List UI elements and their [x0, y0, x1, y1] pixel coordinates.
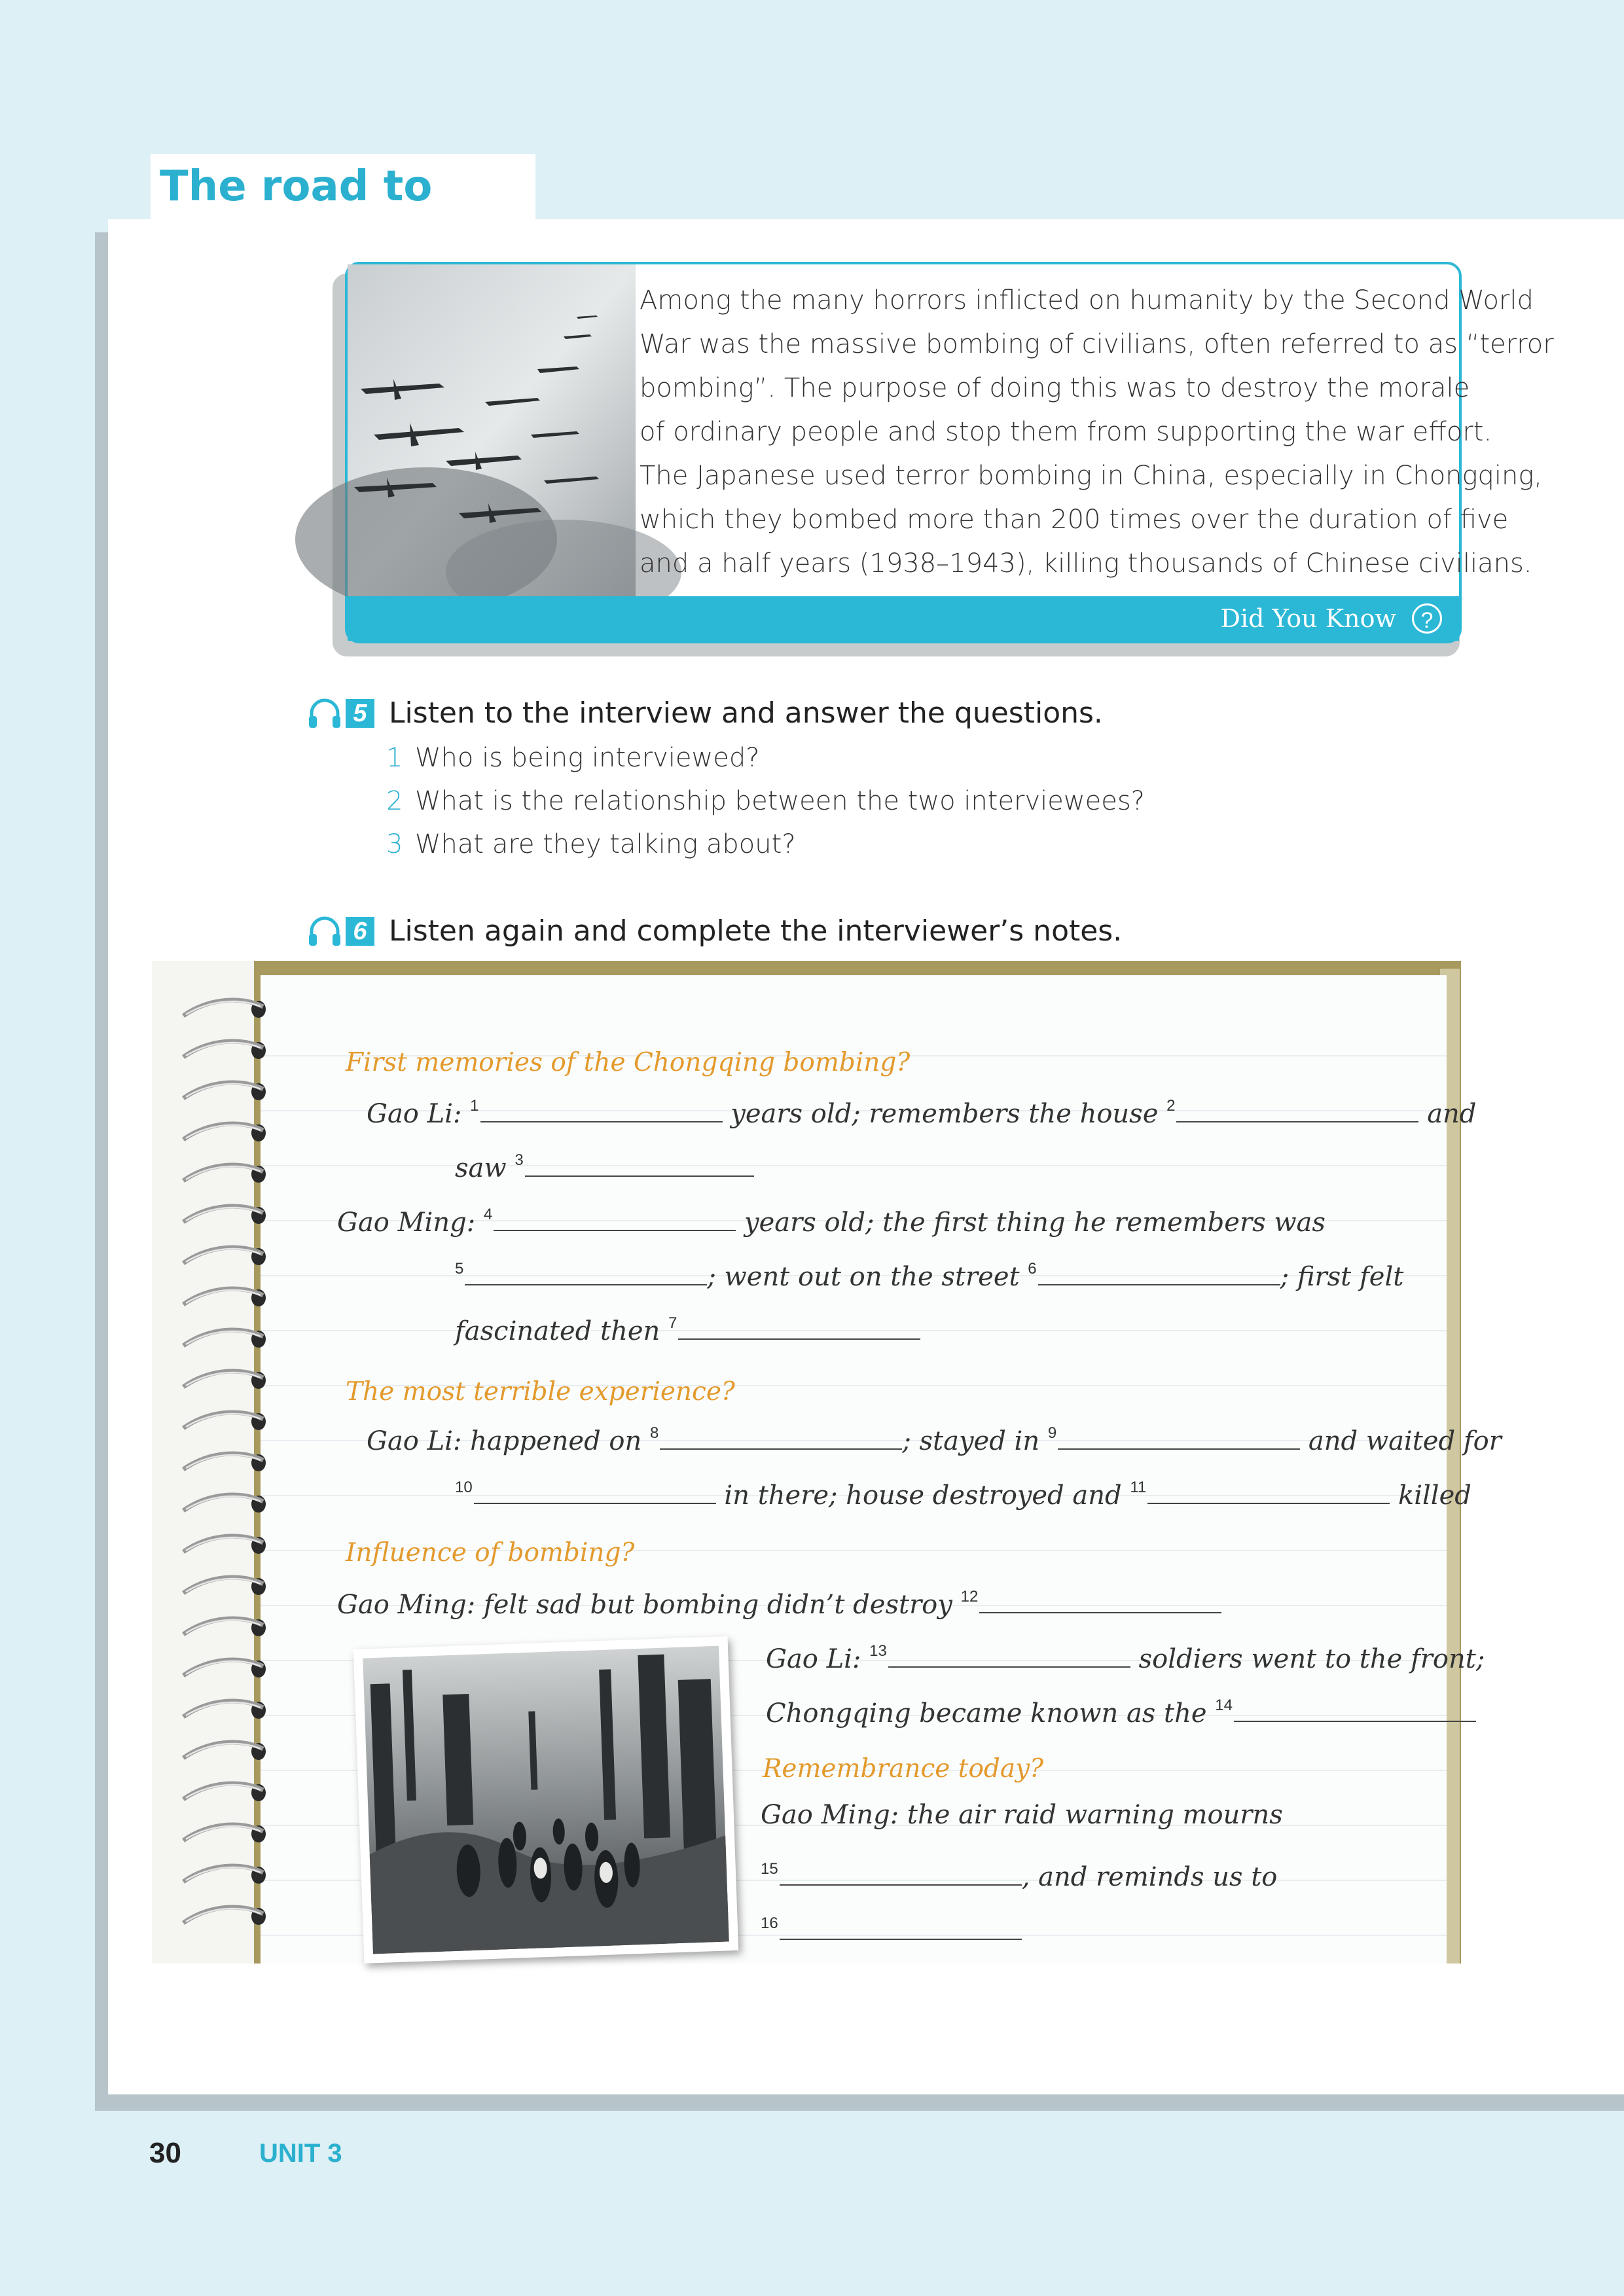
- spiral-coil: [183, 1495, 266, 1513]
- blank-14[interactable]: [1234, 1701, 1476, 1722]
- dyk-line: Among the many horrors inflicted on humanity by the Second World: [640, 285, 1534, 315]
- blank-6[interactable]: [1038, 1265, 1280, 1285]
- dyk-line: bombing”. The purpose of doing this was to destroy the morale: [640, 373, 1470, 403]
- dyk-line: and a half years (1938–1943), killing thousands of Chinese civilians.: [640, 548, 1532, 579]
- blank-10[interactable]: [474, 1483, 716, 1504]
- blank-8[interactable]: [660, 1429, 902, 1450]
- spiral-coil: [183, 1083, 266, 1100]
- page-number: 30: [149, 2137, 181, 2169]
- spiral-coil: [183, 1330, 266, 1348]
- headphones-icon[interactable]: [306, 912, 343, 948]
- headphones-icon[interactable]: [306, 694, 343, 730]
- note-line: Gao Li: $^{13}$ soldiers went to the front;: [766, 1642, 1485, 1674]
- blank-11[interactable]: [1147, 1483, 1390, 1504]
- question-circle-icon: ?: [1412, 603, 1442, 634]
- blank-1[interactable]: [480, 1102, 723, 1122]
- dyk-line: which they bombed more than 200 times over the duration of five: [640, 505, 1509, 535]
- spiral-coil: [183, 1536, 266, 1554]
- note-line: saw $^3$: [455, 1142, 754, 1187]
- dyk-line: The Japanese used terror bombing in China, especially in Chongqing,: [640, 461, 1543, 491]
- note-line: 16: [761, 1905, 1022, 1950]
- spiral-coil: [183, 1660, 266, 1677]
- bombed-street-photo: [353, 1636, 738, 1964]
- unit-label: UNIT 3: [259, 2139, 342, 2168]
- exercise-instruction: Listen again and complete the interviewer’s notes.: [389, 914, 1123, 948]
- note-line: $^{15}$ , and reminds us to: [761, 1860, 1278, 1892]
- spiral-coil: [183, 1784, 266, 1801]
- question-item: 2 What is the relationship between the two interviewees?: [386, 786, 1145, 816]
- blank-15[interactable]: [780, 1865, 1022, 1886]
- note-line: $^{10}$ in there; house destroyed and $^{11}$ killed: [455, 1479, 1471, 1511]
- note-line: $^5$ ; went out on the street $^6$ ; first felt: [455, 1260, 1404, 1292]
- blank-2[interactable]: [1176, 1102, 1418, 1122]
- spiral-coil: [183, 1577, 266, 1595]
- spiral-coil: [183, 1000, 266, 1018]
- notes-heading: The most terrible experience?: [346, 1377, 735, 1407]
- spiral-coil: [183, 1454, 266, 1471]
- spiral-coil: [183, 1206, 266, 1224]
- note-line: Gao Li: happened on $^8$ ; stayed in $^9$ and waited for: [367, 1424, 1502, 1456]
- blank-16[interactable]: [780, 1919, 1022, 1940]
- spiral-coil: [183, 1619, 266, 1636]
- bomber-planes-photo: [348, 264, 636, 600]
- spiral-coil: [183, 1247, 266, 1265]
- did-you-know-bar: [348, 596, 1459, 641]
- exercise-instruction: Listen to the interview and answer the questions.: [389, 696, 1103, 730]
- spiral-coil: [183, 1124, 266, 1141]
- notes-heading: Influence of bombing?: [346, 1538, 635, 1568]
- exercise-number: 6: [346, 917, 374, 946]
- spiral-coil: [183, 1412, 266, 1430]
- note-line: Gao Li: $^1$ years old; remembers the house $^2$ and: [367, 1097, 1477, 1129]
- spiral-coil: [183, 1825, 266, 1842]
- note-line: Gao Ming: felt sad but bombing didn’t destroy $^{12}$: [337, 1579, 1221, 1623]
- spiral-binding: [177, 988, 275, 1964]
- dyk-line: of ordinary people and stop them from supporting the war effort.: [640, 417, 1492, 447]
- blank-7[interactable]: [678, 1319, 920, 1340]
- question-item: 3 What are they talking about?: [386, 829, 796, 859]
- spiral-coil: [183, 1041, 266, 1059]
- notes-heading: Remembrance today?: [763, 1754, 1044, 1784]
- blank-4[interactable]: [494, 1210, 736, 1231]
- spiral-coil: [183, 1742, 266, 1760]
- note-line: Chongqing became known as the $^{14}$: [766, 1687, 1476, 1732]
- did-you-know-box: [345, 262, 1554, 643]
- question-item: 1 Who is being interviewed?: [386, 743, 760, 773]
- blank-13[interactable]: [888, 1647, 1130, 1668]
- spiral-coil: [183, 1866, 266, 1884]
- spiral-coil: [183, 1371, 266, 1389]
- spiral-coil: [183, 1907, 266, 1925]
- note-line: Gao Ming: $^4$ years old; the first thing he remembers was: [337, 1206, 1326, 1238]
- section-title: The road to: [151, 154, 535, 219]
- spiral-coil: [183, 1165, 266, 1183]
- blank-12[interactable]: [979, 1592, 1221, 1613]
- note-line: Gao Ming: the air raid warning mourns: [761, 1800, 1283, 1830]
- spiral-coil: [183, 1701, 266, 1719]
- blank-9[interactable]: [1058, 1429, 1300, 1450]
- spiral-coil: [183, 1289, 266, 1306]
- notes-heading: First memories of the Chongqing bombing?: [346, 1048, 911, 1077]
- did-you-know-text: [640, 279, 1554, 586]
- did-you-know-label: Did You Know: [1220, 604, 1396, 633]
- exercise-number: 5: [346, 699, 374, 728]
- dyk-line: War was the massive bombing of civilians, often referred to as “terror: [640, 329, 1554, 359]
- question-list: [386, 736, 1145, 866]
- note-line: fascinated then $^7$: [455, 1305, 920, 1350]
- blank-5[interactable]: [465, 1265, 707, 1285]
- blank-3[interactable]: [525, 1156, 754, 1177]
